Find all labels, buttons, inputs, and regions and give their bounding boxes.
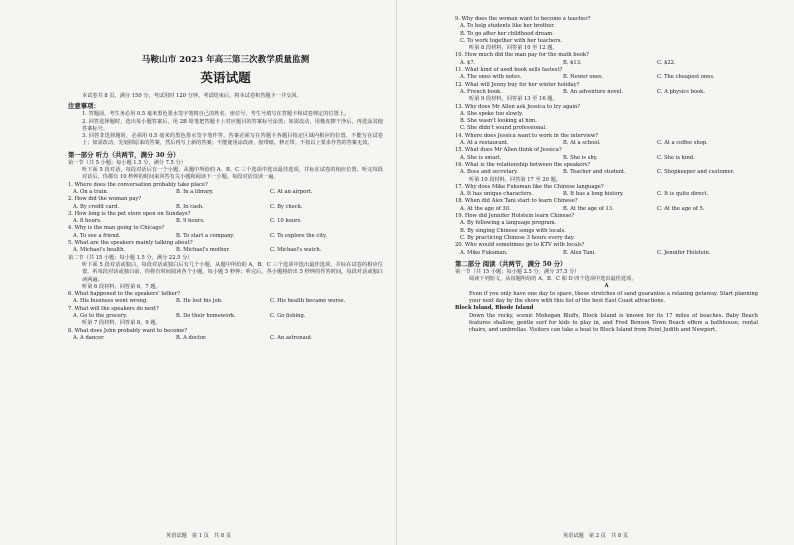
option-c: C. Jennifer Holstein. [657, 249, 711, 256]
listening-prompt: 听第 8 段材料，回答第 10 至 12 题。 [469, 45, 558, 52]
option-c: C. By practicing Chinese 3 hours every day. [460, 234, 575, 241]
section2-heading: 第二节（共 15 小题；每小题 1.5 分，满分 22.5 分） [68, 254, 193, 261]
option-a: A. On a train. [73, 188, 109, 195]
question-12: 12. What will Jenny buy for her winter holiday? [455, 81, 580, 88]
option-c: C. An astronaut. [270, 334, 313, 341]
option-c: C. Shopkeeper and customer. [657, 169, 735, 176]
notice-item: 1. 答题前，考生务必用 0.5 毫米黑色墨水签字笔将自己的姓名、座位号、考生号填写在答题卡和试卷规定的位置上。 [82, 111, 350, 118]
option-b: B. She is shy. [563, 154, 598, 161]
option-b: B. He lost his job. [176, 298, 223, 305]
option-a: A. Boss and secretary. [460, 169, 519, 176]
option-b: B. In a library. [176, 188, 214, 195]
option-a: A. She is smart. [460, 154, 502, 161]
question-11-options [455, 74, 758, 81]
part2-heading: 第二部分 阅读（共两节，满分 50 分） [455, 259, 567, 268]
question-19: 19. How did Jennifer Holstein learn Chinese? [455, 213, 575, 220]
passage-letter: A [604, 283, 609, 290]
option-a: A. 8 hours. [73, 218, 102, 225]
question-3: 3. How long is the pet store open on Sundays? [68, 210, 191, 217]
passage-subheading: Block Island, Rhode Island [455, 305, 534, 312]
question-10-options [455, 60, 758, 67]
question-14-options [455, 140, 758, 147]
option-a: A. By credit card. [73, 203, 120, 210]
question-5: 5. What are the speakers mainly talking about? [68, 240, 193, 247]
question-11: 11. What kind of used book sells fastest? [455, 67, 563, 74]
option-b: B. She wasn't looking at him. [460, 118, 537, 125]
question-18-options [455, 206, 758, 213]
option-c: C. By check. [270, 203, 303, 210]
question-15-options [455, 155, 758, 162]
option-c: C. His health became worse. [270, 298, 346, 305]
section2-instructions: 听下面 5 段对话或独白，每段对话或独白后有几个小题，从题中所给的 A、B、C 三个选项中选出最佳选项，并标在试卷的相应位置。听每段对话或独白前，你将有时间阅读各个小题，每小题 5 秒钟；听完后，各小题将给出 5 秒钟的作答时间。每段对话或独白读两遍。 [82, 261, 383, 283]
question-8-options [68, 335, 383, 342]
exam-intro: 本试卷共 8 页，满分 150 分，考试用时 120 分钟。考试结束后，将本试卷和答题卡一并交回。 [82, 93, 302, 99]
question-10: 10. How much did the man pay for the math book? [455, 52, 589, 59]
exam-page-2 [397, 0, 794, 545]
question-18: 18. When did Alex Tani start to learn Chinese? [455, 198, 578, 205]
option-a: A. French book. [460, 88, 502, 95]
question-1-options [68, 189, 383, 196]
question-15: 15. What does Mr Allen think of Jessica? [455, 147, 562, 154]
question-5-options [68, 247, 383, 254]
option-b: B. $13. [563, 59, 582, 66]
option-b: B. A doctor. [176, 334, 207, 341]
part2-instructions: 阅读下列短文，从每题所给的 A、B、C 和 D 四个选项中选出最佳选项。 [469, 276, 637, 283]
question-7: 7. What will the speakers do next? [68, 305, 159, 312]
option-c: C. Go fishing. [270, 313, 306, 320]
question-8: 8. What does John probably want to become? [68, 327, 188, 334]
option-a: A. To help students like her brother. [460, 23, 555, 30]
option-c: C. To work together with her teachers. [460, 37, 563, 44]
option-c: C. 10 hours. [270, 218, 302, 225]
notice-heading: 注意事项： [68, 102, 100, 111]
option-b: B. Michael's mother. [176, 247, 230, 254]
option-b: B. By singing Chinese songs with locals. [460, 227, 566, 234]
question-4: 4. Why is the man going to Chicago? [68, 225, 165, 232]
question-20: 20. Who would sometimes go to KTV with locals? [455, 242, 585, 249]
option-b: B. To go after her childhood dream. [460, 30, 554, 37]
question-14: 14. Where does Jessica want to work in the interview? [455, 132, 599, 139]
option-a: A. At a restaurant. [460, 140, 509, 147]
option-b: B. Teacher and student. [563, 169, 626, 176]
option-b: B. To start a company. [176, 232, 235, 239]
part2-section1-heading: 第一节（共 15 小题；每小题 2.5 分，满分 37.5 分） [455, 268, 580, 275]
page-footer: 英语试题 第 1 页 共 8 页 [165, 533, 232, 539]
option-a: A. By following a language program. [460, 220, 557, 227]
question-6-options [68, 298, 383, 305]
option-a: A. At the age of 30. [460, 205, 511, 212]
listening-prompt: 听第 10 段材料，回答第 17 至 20 题。 [469, 176, 561, 183]
page-footer: 英语试题 第 2 页 共 8 页 [562, 533, 629, 539]
notice-item: 3. 回答非选择题时，必须用 0.5 毫米的黑色墨水签字笔作答。答案必须写在答题卡各题目指定区域内相应的位置，不能写在试卷上；如需改动，先划掉原来的答案，然后再写上新的答案；不能使用涂改液、胶带纸、修正带。不按以上要求作答的答案无效。 [82, 133, 383, 147]
section1-instructions: 听下面 5 段对话，每段对话后有一个小题，从题中所给的 A、B、C 三个选项中选出最佳选项，并标在试卷的相应位置。听完每段对话后，你都有 10 秒钟的时间来回答有关小题和阅读下一小题。每段对话仅读一遍。 [82, 167, 383, 181]
option-c: C. At an airport. [270, 188, 313, 195]
question-2: 2. How did the woman pay? [68, 196, 142, 203]
question-9: 9. Why does the woman want to become a teacher? [455, 16, 591, 22]
option-c: C. It is quite direct. [657, 191, 709, 198]
option-c: C. To explore the city. [270, 232, 327, 239]
option-b: B. Newer ones. [563, 74, 604, 81]
option-a: A. $7. [460, 59, 476, 66]
option-a: A. Go to the grocery. [73, 313, 128, 320]
exam-subject-title: 英语试题 [200, 70, 251, 85]
notice-item: 2. 回答选择题时，选出每小题答案后，用 2B 铅笔把答题卡上对应题目的答案标号涂黑；如需改动，用橡皮擦干净后，再选涂其他答案标号。 [82, 118, 383, 132]
passage-paragraph: Down the rocky, scenic Mohegan Bluffs, Block Island is known for its 17 miles of beaches. Baby Beach features shallow, gentle surf for kids to play in, and Fred Benson Town Beach offers a bathhouse, rental chairs, and umbrellas. Visitors can take a boat to Block Island from Point Judith and Newport. [469, 312, 758, 334]
option-c: C. She is kind. [657, 154, 695, 161]
option-b: B. An adventure novel. [563, 88, 623, 95]
section1-heading: 第一节（共 5 小题；每小题 1.5 分，满分 7.5 分） [68, 159, 186, 166]
question-17: 17. Why does Mike Fuksman like the Chinese language? [455, 183, 604, 190]
listening-prompt: 听第 7 段材料，回答第 8、9 题。 [82, 320, 161, 327]
option-c: C. Michael's watch. [270, 247, 322, 254]
option-c: C. $22. [657, 59, 676, 66]
option-a: A. It has unique characters. [460, 191, 534, 198]
question-17-options [455, 191, 758, 198]
option-a: A. A dancer. [73, 334, 105, 341]
option-c: C. She didn't sound professional. [460, 125, 547, 132]
listening-prompt: 听第 9 段材料，回答第 13 至 16 题。 [469, 96, 558, 103]
option-a: A. Mike Fuksman. [460, 249, 508, 256]
passage-paragraph: Even if you only have one day to spare, these stretches of sand guarantee a relaxing getaway. Start planning your next day by the shore with this list of the best East Coast attractions. [469, 290, 758, 304]
option-b: B. Alex Tani. [563, 249, 596, 256]
option-a: A. Michael's health. [73, 247, 126, 254]
question-2-options [68, 204, 383, 211]
option-a: A. To see a friend. [73, 232, 121, 239]
part1-heading: 第一部分 听力（共两节，满分 30 分） [68, 150, 180, 159]
question-3-options [68, 218, 383, 225]
question-16: 16. What is the relationship between the speakers? [455, 161, 591, 168]
option-b: B. At a school. [563, 140, 601, 147]
option-c: C. A physics book. [657, 88, 705, 95]
question-6: 6. What happened to the speakers' father? [68, 291, 180, 298]
exam-header-title: 马鞍山市 2023 年高三第三次教学质量监测 [141, 55, 310, 65]
option-b: B. Do their homework. [176, 313, 236, 320]
question-4-options [68, 233, 383, 240]
question-13: 13. Why does Mr Allen ask Jessica to try again? [455, 103, 581, 110]
question-20-options [455, 250, 758, 257]
option-c: C. The cheapest ones. [657, 74, 715, 81]
option-b: B. It has a long history. [563, 191, 624, 198]
option-c: C. At the age of 5. [657, 205, 705, 212]
option-a: A. She spoke too slowly. [460, 110, 524, 117]
option-a: A. The ones with notes. [460, 74, 522, 81]
question-1: 1. Where does the conversation probably take place? [68, 181, 208, 188]
option-a: A. His business went wrong. [73, 298, 148, 305]
option-b: B. At the age of 13. [563, 205, 614, 212]
option-c: C. At a coffee shop. [657, 140, 708, 147]
option-b: B. 9 hours. [176, 218, 205, 225]
listening-prompt: 听第 6 段材料，回答第 6、7 题。 [82, 283, 161, 290]
option-b: B. In cash. [176, 203, 204, 210]
question-16-options [455, 169, 758, 176]
